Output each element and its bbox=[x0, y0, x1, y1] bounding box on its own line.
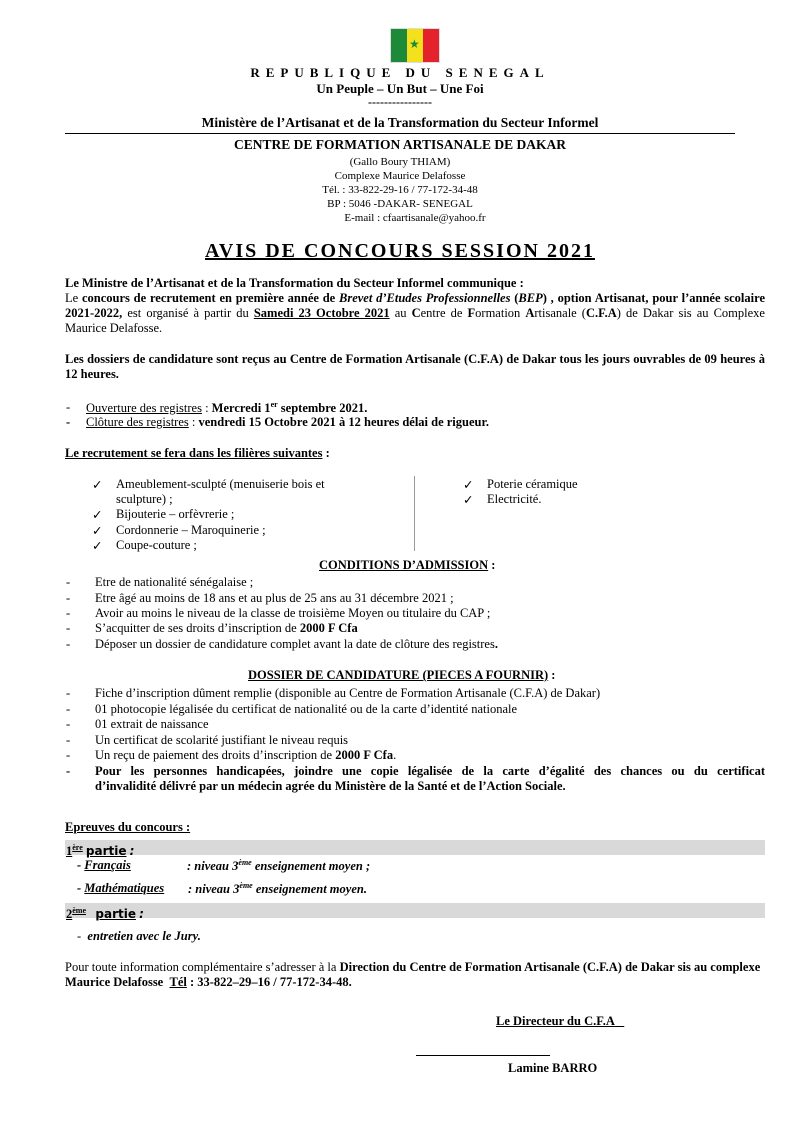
director-name: Lamine BARRO bbox=[508, 1061, 598, 1075]
flag-stripe-green bbox=[391, 29, 407, 62]
filiere-item: Electricité. bbox=[487, 492, 542, 506]
filiere-item: Cordonnerie – Maroquinerie ; bbox=[116, 523, 266, 537]
dash: - bbox=[66, 764, 71, 778]
text: Clôture des registres bbox=[86, 415, 189, 429]
conditions-heading: CONDITIONS D’ADMISSION : bbox=[319, 558, 496, 572]
filiere-item: Poterie céramique bbox=[487, 477, 578, 491]
text: ème bbox=[238, 858, 252, 867]
condition-item: Avoir au moins le niveau de la classe de troisième Moyen ou titulaire du CAP ; bbox=[95, 606, 491, 620]
text: C.F.A bbox=[585, 306, 617, 320]
text: partie bbox=[95, 907, 136, 922]
ministry: Ministère de l’Artisanat et de la Transformation du Secteur Informel bbox=[201, 115, 599, 130]
text: Français bbox=[84, 858, 131, 872]
address-line: BP : 5046 -DAKAR- SENEGAL bbox=[327, 198, 473, 210]
text: S’acquitter de ses droits d’inscription de bbox=[95, 621, 300, 635]
text: Le bbox=[65, 291, 82, 305]
condition-item: Etre de nationalité sénégalaise ; bbox=[95, 575, 254, 589]
text: C bbox=[411, 306, 421, 320]
text: Le Directeur du C.F.A bbox=[496, 1014, 615, 1028]
text: enseignement moyen ; bbox=[251, 859, 371, 874]
text: F bbox=[467, 306, 476, 320]
dash: - bbox=[66, 748, 71, 762]
dash: - bbox=[66, 575, 71, 589]
address-line: E-mail : cfaartisanale@yahoo.fr bbox=[344, 212, 486, 224]
text: ) de Dakar sis au Complexe Maurice Delafosse. bbox=[65, 306, 765, 335]
dash: - bbox=[66, 733, 71, 747]
part1-bar bbox=[65, 840, 765, 855]
text: ormation bbox=[475, 306, 526, 320]
director-title bbox=[496, 1014, 624, 1029]
text: Ouverture des registres bbox=[86, 401, 202, 416]
column-divider bbox=[414, 476, 415, 551]
epreuve-francais: - Français bbox=[77, 858, 131, 872]
dash: - bbox=[66, 415, 71, 429]
dossier-item: 01 photocopie légalisée du certificat de nationalité ou de la carte d’identité nationale bbox=[95, 702, 518, 716]
text: enseignement moyen. bbox=[252, 882, 367, 897]
intro-paragraph bbox=[65, 291, 765, 336]
filiere-item: Ameublement-sculpté (menuiserie bois et bbox=[116, 477, 325, 491]
address-block bbox=[0, 155, 800, 225]
register-open: Ouverture des registres : Mercredi 1er septembre 2021. bbox=[86, 400, 368, 416]
dossier-item: Un certificat de scolarité justifiant le niveau requis bbox=[95, 733, 349, 747]
text: : niveau 3 bbox=[188, 882, 240, 897]
text: : niveau 3 bbox=[187, 859, 239, 874]
dash: - bbox=[66, 702, 71, 716]
condition-item: Déposer un dossier de candidature complet avant la date de clôture des registres. bbox=[95, 637, 498, 651]
text: rtisanale ( bbox=[534, 306, 586, 320]
part1-label: 1ère partie : bbox=[66, 843, 135, 859]
text: er bbox=[270, 400, 278, 409]
text: ère bbox=[72, 843, 83, 852]
filiere-item: Bijouterie – orfèvrerie ; bbox=[116, 507, 235, 521]
text: vendredi 15 Octobre 2021 à 12 heures délai de rigueur. bbox=[198, 415, 490, 429]
condition-item bbox=[95, 621, 765, 636]
dossier-item: 01 extrait de naissance bbox=[95, 717, 209, 731]
filieres-heading: Le recrutement se fera dans les filières suivantes : bbox=[65, 446, 330, 460]
dash: - bbox=[66, 606, 71, 620]
part2-bar bbox=[65, 903, 765, 918]
dash: - bbox=[66, 686, 71, 700]
text: Brevet d’Etudes Professionnelles bbox=[339, 291, 511, 305]
condition-item: Etre âgé au moins de 18 ans et au plus de 25 ans au 31 décembre 2021 ; bbox=[95, 591, 454, 605]
center-name: CENTRE DE FORMATION ARTISANALE DE DAKAR bbox=[234, 137, 566, 152]
text: entre de bbox=[420, 306, 468, 320]
text: BEP bbox=[518, 291, 543, 305]
epreuves-heading: Epreuves du concours : bbox=[65, 820, 191, 834]
text: ème bbox=[72, 906, 87, 915]
text: partie bbox=[85, 844, 127, 859]
dash: - bbox=[66, 400, 71, 414]
address-line: Complexe Maurice Delafosse bbox=[334, 170, 466, 182]
text: 2 bbox=[66, 907, 73, 922]
text: septembre 2021. bbox=[277, 401, 368, 416]
address-line: Tél. : 33-822-29-16 / 77-172-34-48 bbox=[322, 184, 478, 196]
check-icon: ✓ bbox=[92, 508, 103, 522]
address-line: (Gallo Boury THIAM) bbox=[349, 156, 451, 168]
register-close: Clôture des registres : vendredi 15 Octobre 2021 à 12 heures délai de rigueur. bbox=[86, 415, 490, 429]
text: A bbox=[525, 306, 535, 320]
check-icon: ✓ bbox=[463, 493, 474, 507]
motto: Un Peuple – Un But – Une Foi bbox=[316, 81, 484, 96]
text: entretien avec le Jury. bbox=[87, 929, 201, 943]
text: 1 bbox=[66, 844, 73, 859]
filiere-item: sculpture) ; bbox=[116, 492, 173, 506]
check-icon: ✓ bbox=[92, 524, 103, 538]
dossier-item: Un reçu de paiement des droits d’inscription de 2000 F Cfa. bbox=[95, 748, 397, 762]
text: Un reçu de paiement des droits d’inscription de bbox=[95, 748, 336, 762]
dash: - bbox=[66, 621, 71, 635]
header-rule bbox=[65, 133, 735, 134]
text: Tél bbox=[169, 975, 187, 989]
dossier-handicap-line2: d’invalidité délivré par un médecin agrée du Ministère de la Santé et de l’Action Sociale. bbox=[95, 779, 566, 793]
part2-label: 2ème partie : bbox=[66, 906, 144, 922]
text: Mathématiques bbox=[84, 881, 165, 895]
dossiers-paragraph: Les dossiers de candidature sont reçus au Centre de Formation Artisanale (C.F.A) de Dakar tous les jours ouvrables de 09 heures à 12 heures. bbox=[65, 352, 765, 381]
filiere-item: Coupe-couture ; bbox=[116, 538, 197, 552]
text: Samedi 23 Octobre 2021 bbox=[253, 306, 390, 320]
text: : 33-822–29–16 / 77-172-34-48. bbox=[186, 975, 352, 989]
epreuve-maths: - Mathématiques bbox=[77, 881, 165, 895]
contact-paragraph bbox=[65, 960, 765, 990]
signature-line bbox=[416, 1055, 550, 1056]
senegal-flag-icon bbox=[390, 28, 440, 63]
check-icon: ✓ bbox=[92, 478, 103, 492]
epreuve-jury: - entretien avec le Jury. bbox=[77, 929, 201, 943]
dossier-item: Fiche d’inscription dûment remplie (disponible au Centre de Formation Artisanale (C.F.A) de Dakar) bbox=[95, 686, 601, 700]
text: est organisé à partir du bbox=[122, 306, 254, 320]
epreuve-maths-niveau bbox=[188, 881, 367, 897]
notice-title: AVIS DE CONCOURS SESSION 2021 bbox=[205, 240, 595, 262]
text: au bbox=[389, 306, 412, 320]
text: Le recrutement se fera dans les filières suivantes bbox=[65, 446, 323, 460]
star-icon: ★ bbox=[409, 37, 420, 51]
text: DOSSIER DE CANDIDATURE (PIECES A FOURNIR) bbox=[248, 668, 549, 682]
check-icon: ✓ bbox=[92, 539, 103, 553]
flag-stripe-red bbox=[423, 29, 439, 62]
intro-ministre: Le Ministre de l’Artisanat et de la Transformation du Secteur Informel communique : bbox=[65, 276, 524, 290]
text: ) , option Artisanat, pour l’année scolaire 2021-2022, bbox=[65, 291, 766, 320]
text: 2000 F Cfa bbox=[335, 748, 394, 762]
text: Direction du Centre de Formation Artisanale (C.F.A) de Dakar sis au complexe Maurice Delafosse bbox=[65, 960, 761, 989]
dossier-heading: DOSSIER DE CANDIDATURE (PIECES A FOURNIR) : bbox=[248, 668, 556, 682]
separator: ---------------- bbox=[368, 95, 432, 109]
epreuve-francais-niveau bbox=[187, 858, 370, 874]
text: ème bbox=[239, 881, 253, 890]
text: CONDITIONS D’ADMISSION bbox=[319, 558, 489, 572]
text: 2000 F Cfa bbox=[299, 621, 358, 635]
dossier-handicap-line1: Pour les personnes handicapées, joindre une copie légalisée de la carte d’égalité des chances ou du certificat bbox=[95, 764, 765, 778]
republic-heading: REPUBLIQUE DU SENEGAL bbox=[250, 65, 550, 80]
dash: - bbox=[66, 637, 71, 651]
check-icon: ✓ bbox=[463, 478, 474, 492]
dash: - bbox=[66, 591, 71, 605]
text: Déposer un dossier de candidature complet avant la date de clôture des registres bbox=[95, 637, 495, 651]
text: Pour toute information complémentaire s’adresser à la bbox=[65, 960, 340, 974]
dash: - bbox=[66, 717, 71, 731]
text: concours de recrutement en première année de bbox=[81, 291, 339, 305]
text: ( bbox=[510, 291, 519, 305]
text: Mercredi 1 bbox=[211, 401, 271, 416]
